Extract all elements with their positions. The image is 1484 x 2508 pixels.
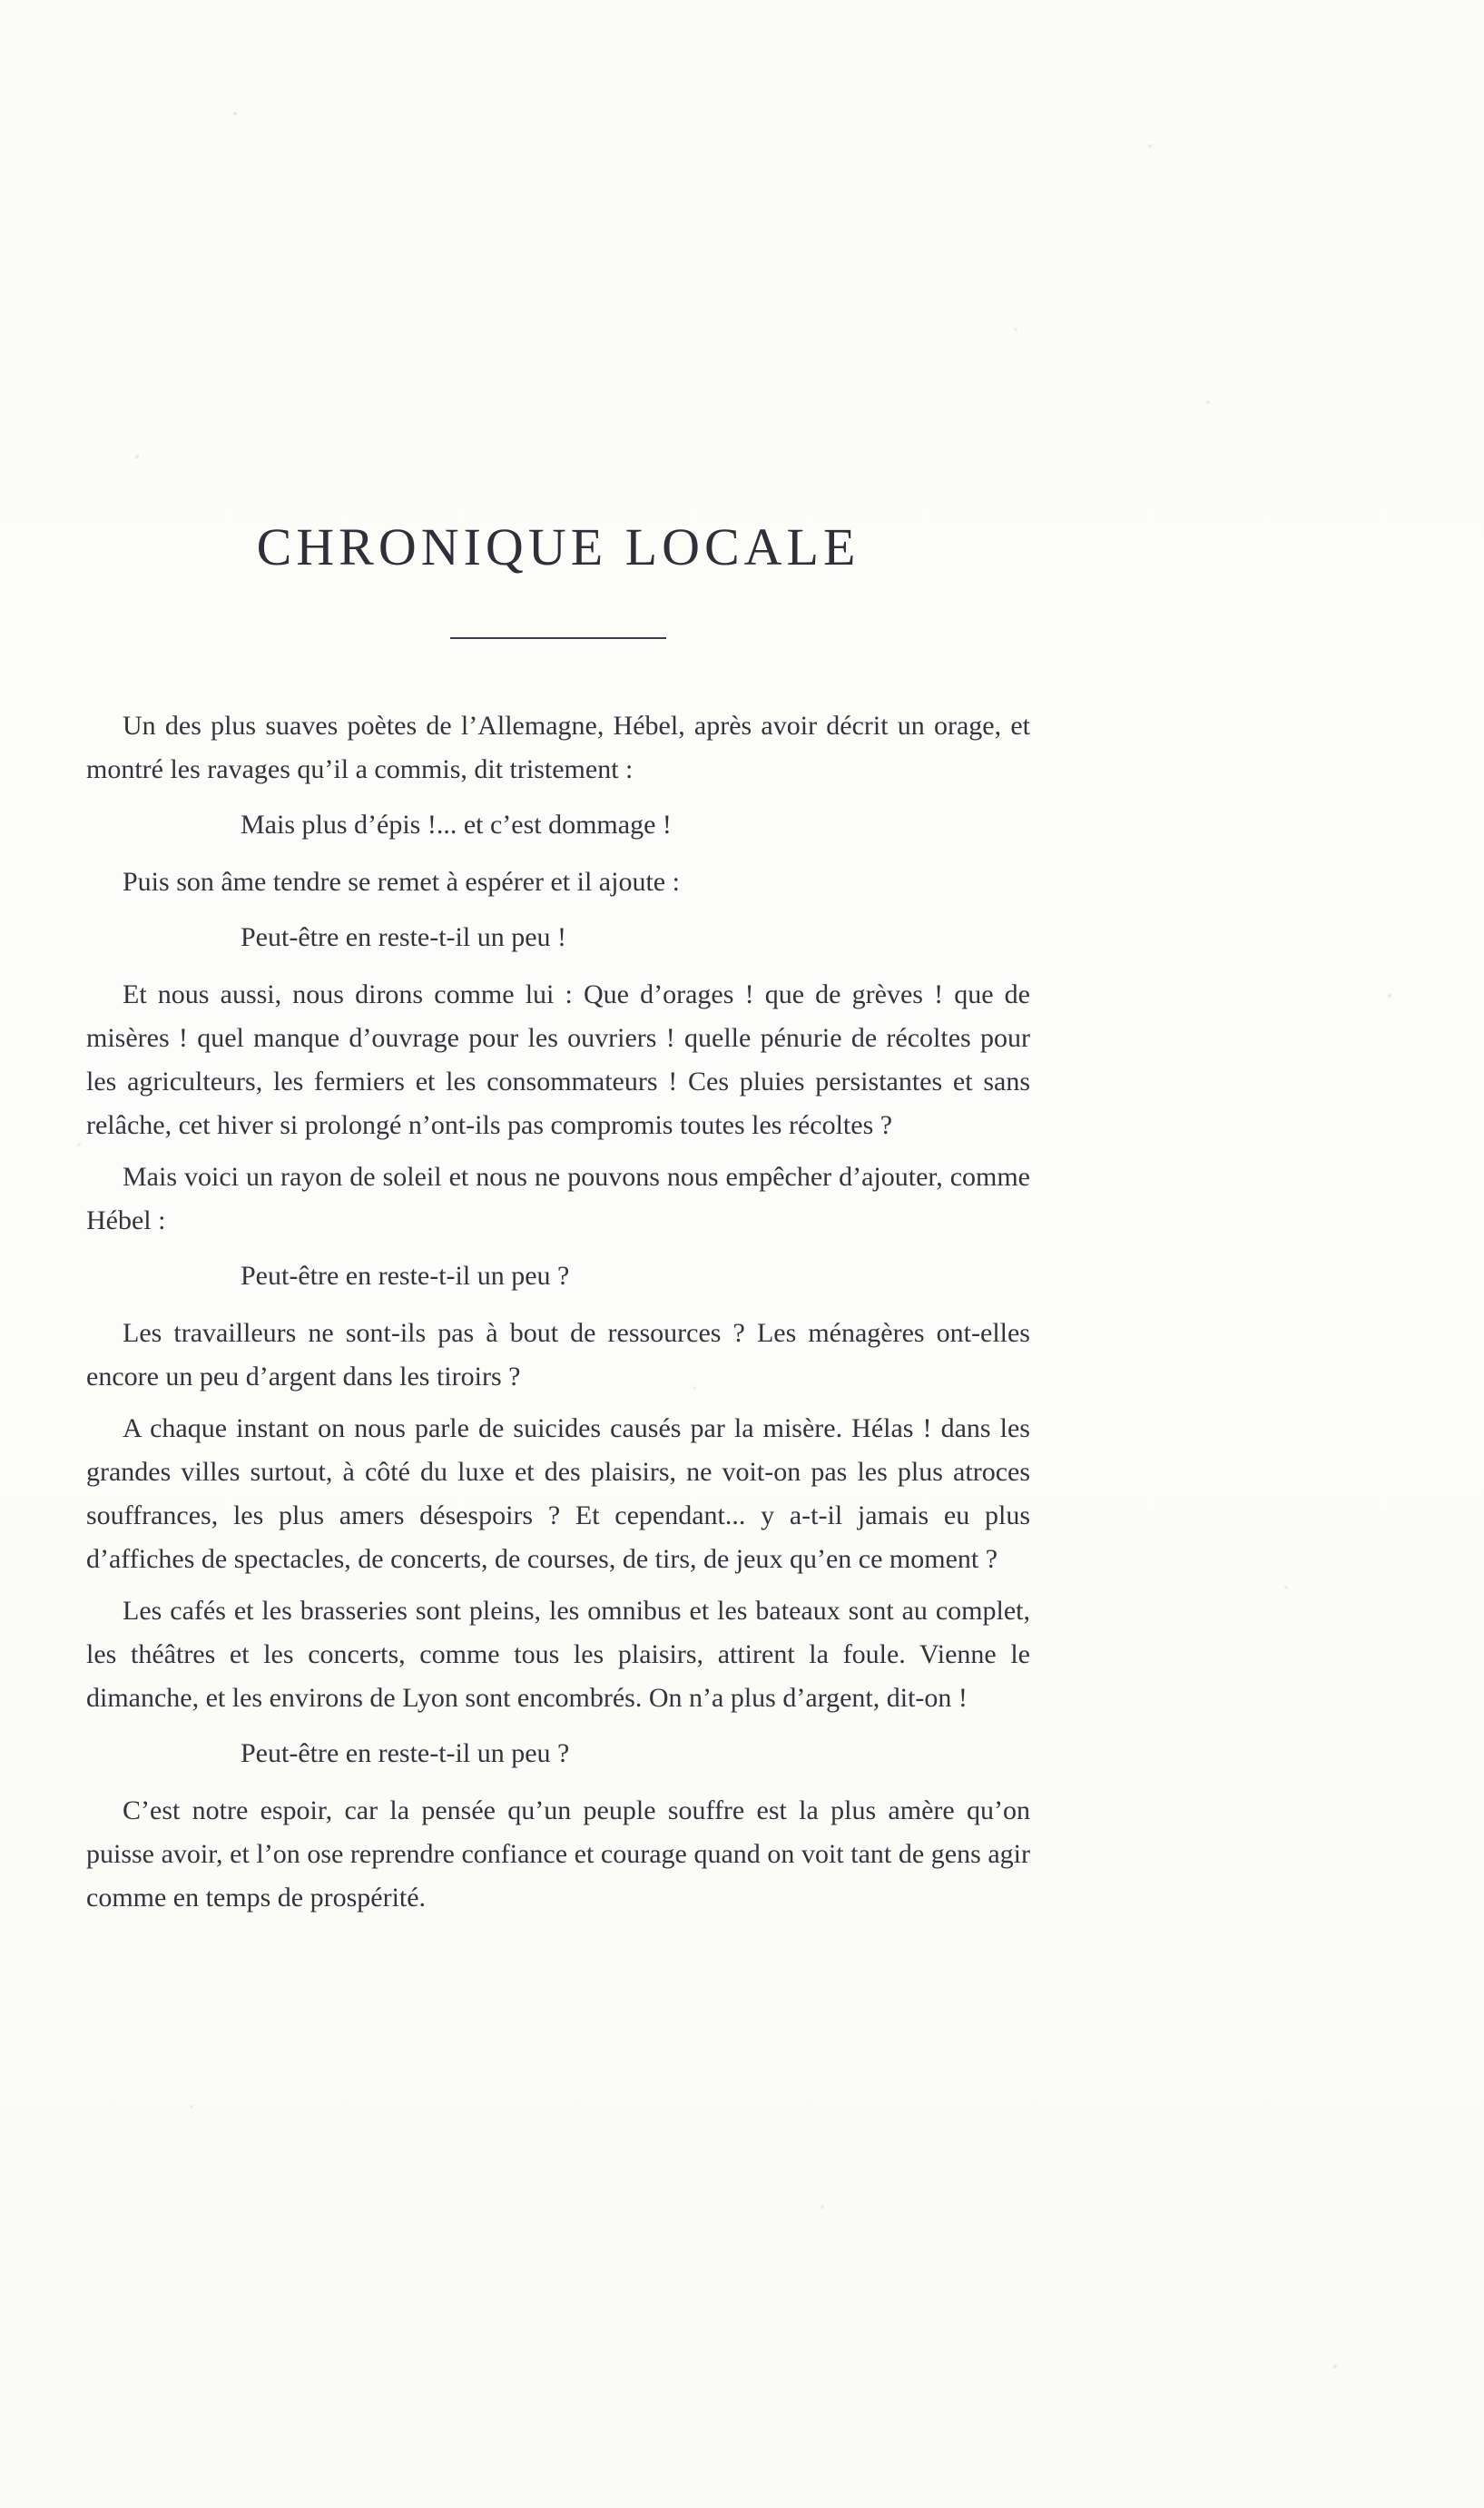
title-divider-rule — [450, 637, 666, 639]
paragraph: A chaque instant on nous parle de suicides causés par la misère. Hélas ! dans les grandes villes surtout, à côté du luxe et des plaisirs, ne voit-on pas les plus atroces souffrances, les plus amers désespoirs ? Et cependant... y a-t-il jamais eu plus d’affiches de spectacles, de concerts, de courses, de tirs, de jeux qu’en ce moment ? — [86, 1412, 1030, 1574]
paragraph: Et nous aussi, nous dirons comme lui : Que d’orages ! que de grèves ! que de misères ! quel manque d’ouvrage pour les ouvriers ! quelle pénurie de récoltes pour les agriculteurs, les fermiers et les consommateurs ! Ces pluies persistantes et sans relâche, cet hiver si prolongé n’ont-ils pas compromis toutes les récoltes ? — [86, 979, 1030, 1140]
paragraph: Les travailleurs ne sont-ils pas à bout de ressources ? Les ménagères ont-elles encore un peu d’argent dans les tiroirs ? — [86, 1317, 1030, 1392]
paragraph: Mais voici un rayon de soleil et nous ne pouvons nous empêcher d’ajouter, comme Hébel : — [86, 1161, 1030, 1235]
verse-line: Mais plus d’épis !... et c’est dommage ! — [241, 809, 672, 840]
paper-speckle-texture — [0, 0, 2, 2]
paragraph: Les cafés et les brasseries sont pleins, les omnibus et les bateaux sont au complet, les théâtres et les concerts, comme tous les plaisirs, attirent la foule. Vienne le dimanche, et les environs de Lyon sont encombrés. On n’a plus d’argent, dit-on ! — [86, 1595, 1030, 1713]
verse-line: Peut-être en reste-t-il un peu ? — [241, 1260, 570, 1291]
page-title: CHRONIQUE LOCALE — [256, 517, 860, 576]
paragraph: Un des plus suaves poètes de l’Allemagne, Hébel, après avoir décrit un orage, et montré les ravages qu’il a commis, dit tristement : — [86, 710, 1030, 784]
paragraph: Puis son âme tendre se remet à espérer et il ajoute : — [123, 866, 680, 897]
text-column — [86, 516, 1030, 1928]
verse-line: Peut-être en reste-t-il un peu ? — [241, 1737, 570, 1768]
paragraph: C’est notre espoir, car la pensée qu’un peuple souffre est la plus amère qu’on puisse avoir, et l’on ose reprendre confiance et courage quand on voit tant de gens agir comme en temps de prospérité. — [86, 1795, 1030, 1913]
article-body — [86, 704, 1030, 1920]
verse-line: Peut-être en reste-t-il un peu ! — [241, 921, 567, 952]
